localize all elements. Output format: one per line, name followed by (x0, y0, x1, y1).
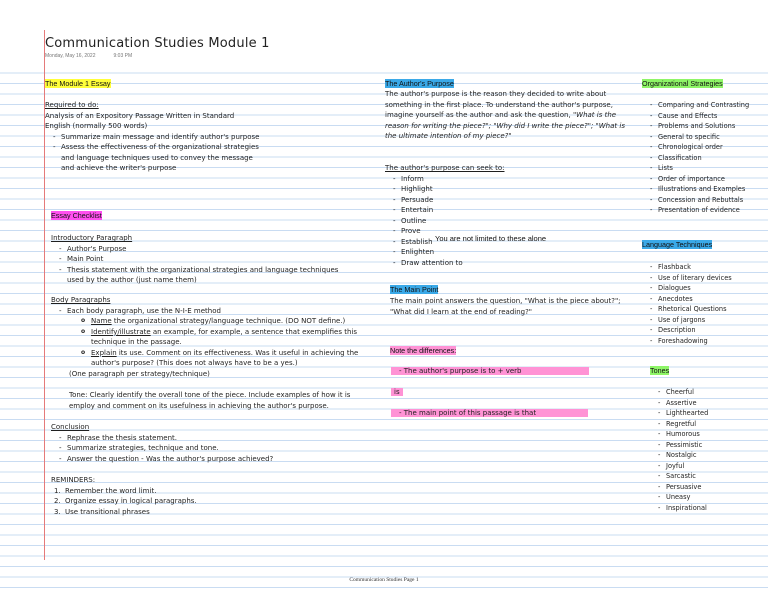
list-item: - Rhetorical Questions (642, 304, 766, 315)
lang-list (642, 262, 766, 346)
essay-heading: The Module 1 Essay (45, 79, 111, 88)
body-note: (One paragraph per strategy/technique) (69, 369, 210, 378)
list-item: - Sarcastic (650, 471, 766, 482)
diff-is: is (391, 387, 403, 398)
list-item: - Description (642, 325, 766, 336)
org-list (642, 100, 766, 216)
list-item: 3. Use transitional phrases (54, 507, 150, 516)
list-item: - Cheerful (650, 387, 766, 398)
diff-2: - The main point of this passage is that (391, 408, 621, 419)
list-item: - Anecdotes (642, 294, 766, 305)
reminders-block (51, 475, 356, 517)
list-item: - Classification (642, 153, 766, 164)
nie-identify: o Identify/illustrate an example, for example, a sentence that exemplifies this technique in the passage. (81, 327, 361, 348)
nie-name: o Name the organizational strategy/language technique. (DO NOT define.) (81, 316, 361, 327)
list-item: - Order of importance (642, 174, 766, 185)
list-item: - Flashback (642, 262, 766, 273)
tones-list (650, 387, 766, 513)
checklist-heading: Essay Checklist (51, 211, 102, 220)
conclusion-block (51, 422, 356, 464)
org-heading: Organizational Strategies (642, 79, 723, 88)
list-item: - Illustrations and Examples (642, 184, 766, 195)
list-item: - Outline (385, 216, 630, 227)
list-item: - Entertain (385, 205, 630, 216)
list-item: - Inform (385, 174, 630, 185)
list-item: - Joyful (650, 461, 766, 472)
page-timestamp (45, 53, 132, 59)
list-item: - Persuade (385, 195, 630, 206)
page-footer: Communication Studies Page 1 (349, 577, 419, 583)
conclusion-label: Conclusion (51, 423, 90, 431)
lang-heading: Language Techniques (642, 240, 713, 249)
list-item: - Humorous (650, 429, 766, 440)
required-label: Required to do: (45, 101, 99, 109)
intro-list (51, 244, 356, 286)
list-item: - Concession and Rebuttals (642, 195, 766, 206)
intro-label: Introductory Paragraph (51, 234, 133, 242)
ap-heading: The Author's Purpose (385, 79, 454, 88)
tones-heading: Tones (650, 366, 670, 375)
list-item: - Each body paragraph, use the N-I-E method (51, 306, 361, 317)
reminders-list (51, 486, 356, 518)
list-item: - Dialogues (642, 283, 766, 294)
list-item: - Author's Purpose (51, 244, 356, 255)
mp-text: The main point answers the question, "What is the piece about?"; "What did I learn at the end of reading?" (390, 297, 621, 316)
list-item: - Presentation of evidence (642, 205, 766, 216)
page-time: 9:03 PM (113, 53, 133, 59)
ap-question: "What is the reason for writing the piece?"; "Why did I write the piece?"; "What is the ultimate intention of my piece?" (385, 111, 625, 140)
list-item: - Thesis statement with the organizational strategies and language techniques used by the author (just name them) (51, 265, 356, 286)
list-item: - Draw attention to (385, 258, 630, 269)
list-item: - Nostalgic (650, 450, 766, 461)
required-desc: Analysis of an Expository Passage Written in Standard English (normally 500 words) (45, 111, 235, 130)
list-item: - Problems and Solutions (642, 121, 766, 132)
list-item: - Main Point (51, 254, 356, 265)
list-item: - Inspirational (650, 503, 766, 514)
list-item: - Uneasy (650, 492, 766, 503)
list-item: - Assess the effectiveness of the organizational strategies and language techniques used to convey the message and achieve the writer's purpose (45, 142, 260, 174)
org-block (642, 100, 766, 216)
list-item: - Foreshadowing (642, 336, 766, 347)
lang-block (642, 262, 766, 346)
body-list (51, 306, 361, 317)
list-item: - Highlight (385, 184, 630, 195)
list-item: - Rephrase the thesis statement. (51, 433, 356, 444)
list-item: 2. Organize essay in logical paragraphs. (54, 497, 197, 505)
list-item: - Summarize main message and identify author's purpose (45, 132, 260, 143)
list-item: - Persuasive (650, 482, 766, 493)
reminders-label: REMINDERS: (51, 476, 96, 484)
seek-list (385, 174, 630, 269)
conclusion-list (51, 433, 356, 465)
list-item: - Assertive (650, 398, 766, 409)
ap-block (385, 89, 630, 142)
tone-note: Tone: Clearly identify the overall tone of the piece. Include examples of how it is employ and comment on its usefulness in achieving the author's purpose. (69, 391, 351, 410)
tones-block (650, 387, 766, 513)
list-item: - Chronological order (642, 142, 766, 153)
list-item: 1. Remember the word limit. (54, 486, 157, 495)
list-item: - Cause and Effects (642, 111, 766, 122)
list-item: - Use of jargons (642, 315, 766, 326)
ap-text: The author's purpose is the reason they decided to write about something in the first place. To understand the author's purpose, imagine yourself as the author and ask the question, (385, 90, 613, 119)
diff-1: - The author's purpose is to + verb (391, 366, 621, 377)
list-item: - Use of literary devices (642, 273, 766, 284)
page-title: Communication Studies Module 1 (45, 36, 270, 51)
nie-explain: o Explain its use. Comment on its effectiveness. Was it useful in achieving the author's purpose? (This does not always have to be a yes.) (81, 348, 361, 369)
not-limited-note: You are not limited to these alone (435, 234, 547, 243)
seek-label: The author's purpose can seek to: (385, 164, 505, 172)
list-item: - Lists (642, 163, 766, 174)
seek-block (385, 163, 630, 268)
list-item: - Comparing and Contrasting (642, 100, 766, 111)
list-item: - Summarize strategies, technique and tone. (51, 443, 356, 454)
page-date: Monday, May 16, 2022 (45, 53, 96, 59)
list-item: - Lighthearted (650, 408, 766, 419)
list-item: - Prove (385, 226, 630, 237)
list-item: - Establish (385, 237, 630, 248)
body-block (51, 295, 361, 379)
mp-heading: The Main Point (390, 285, 439, 294)
required-list (45, 132, 260, 174)
nie-list (51, 316, 361, 369)
list-item: - Enlighten (385, 247, 630, 258)
required-block (45, 100, 260, 174)
body-label: Body Paragraphs (51, 296, 111, 304)
diff-heading: Note the differences: (390, 346, 457, 355)
list-item: - Answer the question - Was the author's purpose achieved? (51, 454, 356, 465)
intro-block (51, 233, 356, 286)
list-item: - General to specific (642, 132, 766, 143)
list-item: - Regretful (650, 419, 766, 430)
list-item: - Pessimistic (650, 440, 766, 451)
